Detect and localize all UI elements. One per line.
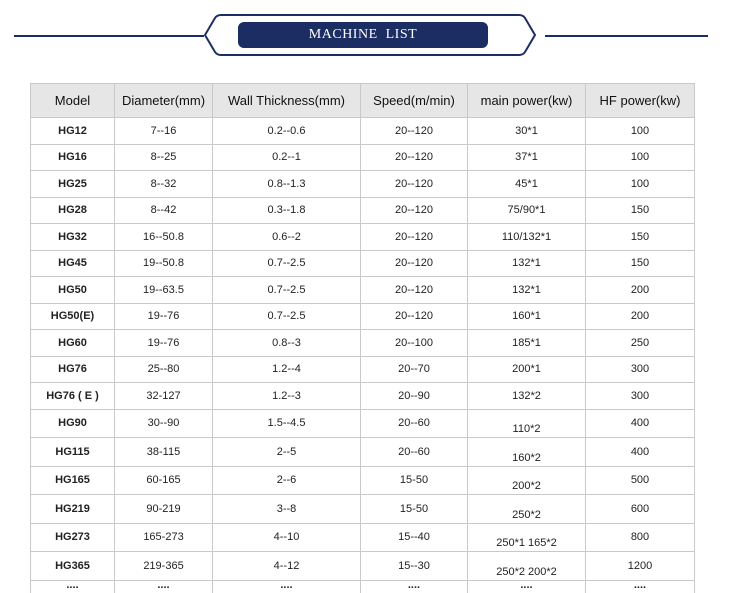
model-cell: HG12 [31, 118, 115, 145]
speed-cell: 15--30 [361, 552, 468, 581]
main-power-cell: 200*2 [468, 466, 586, 495]
wall-thickness-cell: 3--8 [213, 495, 361, 524]
main-power-cell: 200*1 [468, 356, 586, 383]
diameter-cell: 32-127 [115, 383, 213, 410]
main-power-cell: 110*2 [468, 409, 586, 438]
header-model: Model [31, 84, 115, 118]
speed-cell: 20--120 [361, 250, 468, 277]
speed-cell: 20--120 [361, 303, 468, 330]
diameter-cell: 7--16 [115, 118, 213, 145]
main-power-cell: 110/132*1 [468, 224, 586, 251]
hf-power-cell: 150 [586, 224, 695, 251]
diameter-cell: .... [115, 580, 213, 593]
wall-thickness-cell: 1.5--4.5 [213, 409, 361, 438]
main-power-cell: 132*2 [468, 383, 586, 410]
model-cell: HG90 [31, 409, 115, 438]
header-hf-power: HF power(kw) [586, 84, 695, 118]
main-power-cell: 250*2 [468, 495, 586, 524]
machine-table [30, 83, 695, 593]
model-cell: HG273 [31, 523, 115, 552]
diameter-cell: 165-273 [115, 523, 213, 552]
main-power-cell: 250*2 200*2 [468, 552, 586, 581]
table-body [31, 118, 695, 593]
hf-power-cell: 800 [586, 523, 695, 552]
wall-thickness-cell: 4--10 [213, 523, 361, 552]
wall-thickness-cell: 1.2--4 [213, 356, 361, 383]
diameter-cell: 8--25 [115, 144, 213, 171]
main-power-cell: 30*1 [468, 118, 586, 145]
hf-power-cell: 150 [586, 250, 695, 277]
main-power-cell: 75/90*1 [468, 197, 586, 224]
wall-thickness-cell: 0.6--2 [213, 224, 361, 251]
diameter-cell: 90-219 [115, 495, 213, 524]
main-power-cell: 250*1 165*2 [468, 523, 586, 552]
wall-thickness-cell: 4--12 [213, 552, 361, 581]
diameter-cell: 19--76 [115, 330, 213, 357]
header-wall-thickness: Wall Thickness(mm) [213, 84, 361, 118]
model-cell: HG365 [31, 552, 115, 581]
speed-cell: 20--120 [361, 224, 468, 251]
header-banner [0, 0, 750, 70]
model-cell: HG60 [31, 330, 115, 357]
hf-power-cell: 200 [586, 277, 695, 304]
wall-thickness-cell: 0.3--1.8 [213, 197, 361, 224]
table-row [31, 356, 695, 383]
table-row [31, 552, 695, 581]
table-row [31, 466, 695, 495]
speed-cell: 15-50 [361, 466, 468, 495]
wall-thickness-cell: 0.8--3 [213, 330, 361, 357]
model-cell: HG219 [31, 495, 115, 524]
table-row [31, 118, 695, 145]
table-row [31, 438, 695, 467]
model-cell: HG165 [31, 466, 115, 495]
table-row [31, 383, 695, 410]
speed-cell: 20--70 [361, 356, 468, 383]
main-power-cell: 45*1 [468, 171, 586, 198]
table-row [31, 171, 695, 198]
table-row [31, 144, 695, 171]
header-speed: Speed(m/min) [361, 84, 468, 118]
main-power-cell: 160*2 [468, 438, 586, 467]
main-power-cell: 160*1 [468, 303, 586, 330]
wall-thickness-cell: 0.7--2.5 [213, 277, 361, 304]
speed-cell: 20--120 [361, 277, 468, 304]
machine-table-container [30, 83, 694, 593]
model-cell: HG115 [31, 438, 115, 467]
diameter-cell: 30--90 [115, 409, 213, 438]
wall-thickness-cell: 0.8--1.3 [213, 171, 361, 198]
hf-power-cell: 500 [586, 466, 695, 495]
hf-power-cell: 150 [586, 197, 695, 224]
hf-power-cell: 1200 [586, 552, 695, 581]
model-cell: HG45 [31, 250, 115, 277]
diameter-cell: 8--42 [115, 197, 213, 224]
main-power-cell: 132*1 [468, 277, 586, 304]
diameter-cell: 16--50.8 [115, 224, 213, 251]
table-row [31, 197, 695, 224]
table-row [31, 224, 695, 251]
hf-power-cell: .... [586, 580, 695, 593]
speed-cell: 15-50 [361, 495, 468, 524]
table-row [31, 580, 695, 593]
hf-power-cell: 400 [586, 409, 695, 438]
main-power-cell: 37*1 [468, 144, 586, 171]
table-row [31, 523, 695, 552]
diameter-cell: 19--63.5 [115, 277, 213, 304]
model-cell: HG76 [31, 356, 115, 383]
wall-thickness-cell: 2--6 [213, 466, 361, 495]
main-power-cell: 185*1 [468, 330, 586, 357]
main-power-cell: 132*1 [468, 250, 586, 277]
header-main-power: main power(kw) [468, 84, 586, 118]
wall-thickness-cell: 0.2--0.6 [213, 118, 361, 145]
model-cell: HG50(E) [31, 303, 115, 330]
diameter-cell: 19--76 [115, 303, 213, 330]
model-cell: HG32 [31, 224, 115, 251]
header-diameter: Diameter(mm) [115, 84, 213, 118]
model-cell: HG76 ( E ) [31, 383, 115, 410]
diameter-cell: 38-115 [115, 438, 213, 467]
model-cell: HG16 [31, 144, 115, 171]
hf-power-cell: 100 [586, 118, 695, 145]
hf-power-cell: 250 [586, 330, 695, 357]
model-cell: HG25 [31, 171, 115, 198]
speed-cell: .... [361, 580, 468, 593]
hf-power-cell: 600 [586, 495, 695, 524]
hf-power-cell: 100 [586, 171, 695, 198]
table-row [31, 250, 695, 277]
table-header-row [31, 84, 695, 118]
banner-line-left [14, 35, 204, 37]
table-row [31, 495, 695, 524]
speed-cell: 15--40 [361, 523, 468, 552]
speed-cell: 20--120 [361, 118, 468, 145]
hf-power-cell: 400 [586, 438, 695, 467]
hf-power-cell: 300 [586, 356, 695, 383]
hf-power-cell: 200 [586, 303, 695, 330]
table-row [31, 330, 695, 357]
speed-cell: 20--120 [361, 197, 468, 224]
speed-cell: 20--60 [361, 409, 468, 438]
hf-power-cell: 300 [586, 383, 695, 410]
table-row [31, 303, 695, 330]
main-power-cell: .... [468, 580, 586, 593]
diameter-cell: 219-365 [115, 552, 213, 581]
diameter-cell: 8--32 [115, 171, 213, 198]
model-cell: .... [31, 580, 115, 593]
wall-thickness-cell: 0.2--1 [213, 144, 361, 171]
speed-cell: 20--90 [361, 383, 468, 410]
banner-line-right [545, 35, 708, 37]
wall-thickness-cell: 0.7--2.5 [213, 303, 361, 330]
model-cell: HG50 [31, 277, 115, 304]
speed-cell: 20--120 [361, 171, 468, 198]
speed-cell: 20--120 [361, 144, 468, 171]
diameter-cell: 25--80 [115, 356, 213, 383]
table-row [31, 409, 695, 438]
wall-thickness-cell: 1.2--3 [213, 383, 361, 410]
diameter-cell: 19--50.8 [115, 250, 213, 277]
wall-thickness-cell: 0.7--2.5 [213, 250, 361, 277]
diameter-cell: 60-165 [115, 466, 213, 495]
wall-thickness-cell: 2--5 [213, 438, 361, 467]
banner-title: MACHINE LIST [238, 22, 488, 48]
wall-thickness-cell: .... [213, 580, 361, 593]
model-cell: HG28 [31, 197, 115, 224]
speed-cell: 20--100 [361, 330, 468, 357]
table-row [31, 277, 695, 304]
speed-cell: 20--60 [361, 438, 468, 467]
hf-power-cell: 100 [586, 144, 695, 171]
